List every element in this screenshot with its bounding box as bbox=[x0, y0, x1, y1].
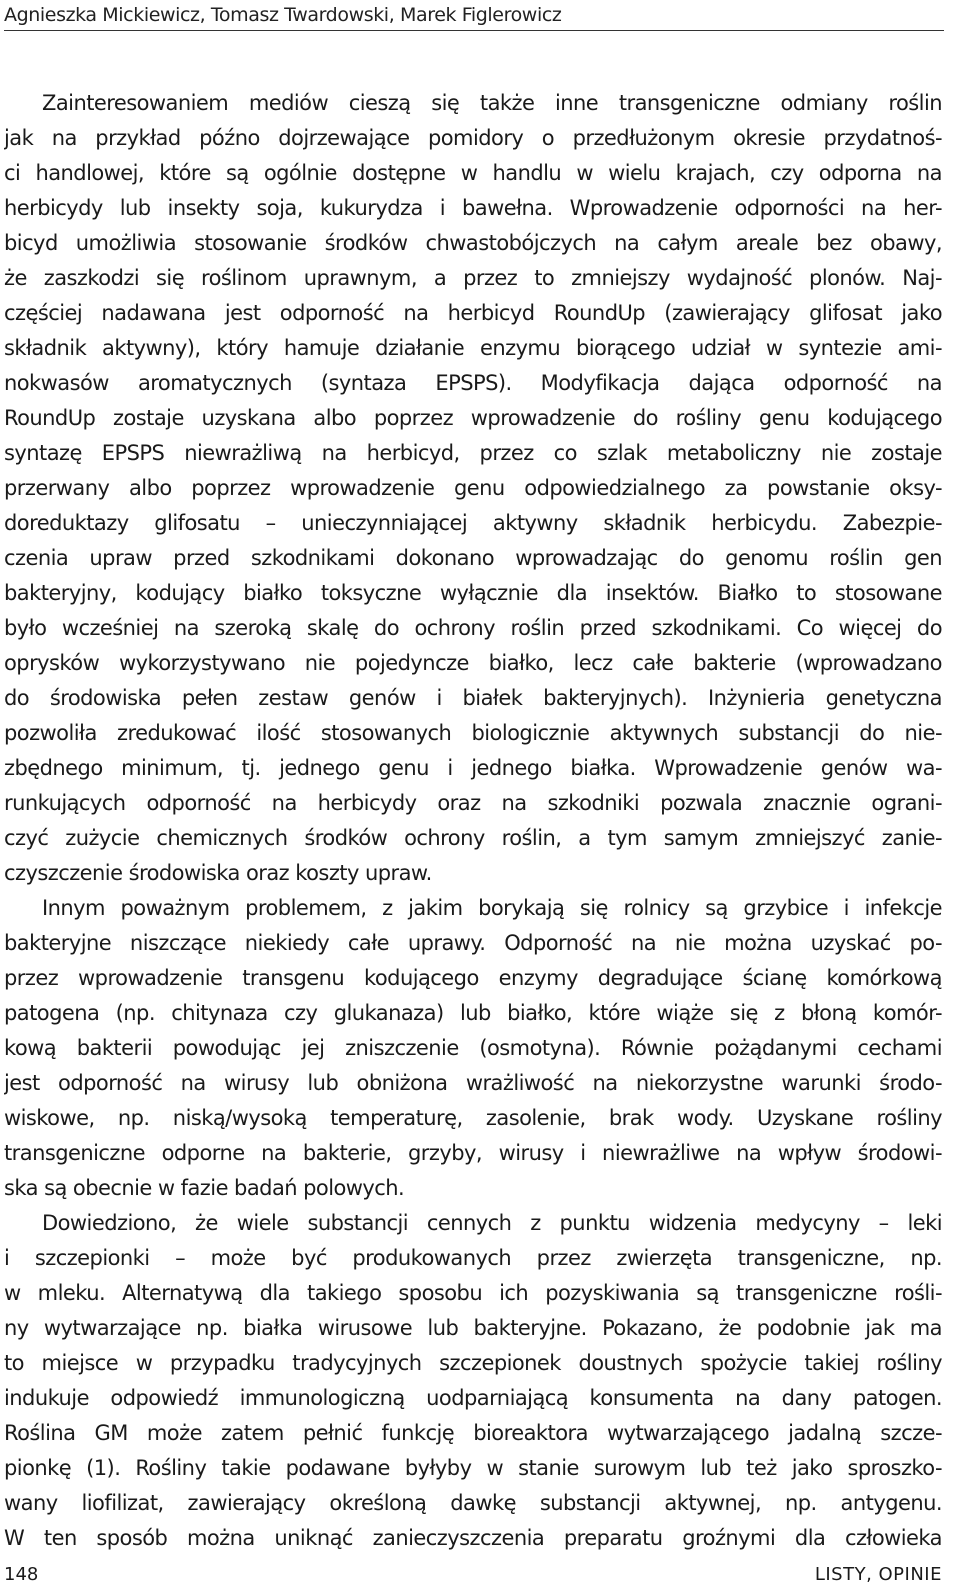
section-name: LISTY, OPINIE bbox=[814, 1564, 942, 1585]
text-line: ska są obecnie w fazie badań polowych. bbox=[4, 1176, 405, 1200]
text-line: RoundUp zostaje uzyskana albo poprzez wprowadzenie do rośliny genu kodującego bbox=[4, 406, 942, 430]
paragraph bbox=[4, 891, 942, 1206]
text-line: nokwasów aromatycznych (syntaza EPSPS). Modyfikacja dająca odporność na bbox=[4, 371, 942, 395]
paragraph bbox=[4, 86, 942, 891]
text-line: oprysków wykorzystywano nie pojedyncze białko, lecz całe bakterie (wprowadzano bbox=[4, 651, 942, 675]
text-line: jak na przykład późno dojrzewające pomidory o przedłużonym okresie przydatnoś- bbox=[4, 126, 942, 150]
text-line: Roślina GM może zatem pełnić funkcję bioreaktora wytwarzającego jadalną szcze- bbox=[4, 1421, 942, 1445]
text-line: runkujących odporność na herbicydy oraz na szkodniki pozwala znacznie ograni- bbox=[4, 791, 942, 815]
text-line: czyć zużycie chemicznych środków ochrony roślin, a tym samym zmniejszyć zanie- bbox=[4, 826, 942, 850]
text-line: Innym poważnym problemem, z jakim borykają się rolnicy są grzybice i infekcje bbox=[42, 896, 942, 920]
header-authors: Agnieszka Mickiewicz, Tomasz Twardowski, Marek Figlerowicz bbox=[4, 4, 562, 26]
text-line: czyszczenie środowiska oraz koszty upraw. bbox=[4, 861, 432, 885]
page-number: 148 bbox=[4, 1564, 39, 1585]
text-line: to miejsce w przypadku tradycyjnych szczepionek doustnych spożycie takiej rośliny bbox=[4, 1351, 942, 1375]
text-line: przerwany albo poprzez wprowadzenie genu odpowiedzialnego za powstanie oksy- bbox=[4, 476, 942, 500]
text-line: herbicydy lub insekty soja, kukurydza i bawełna. Wprowadzenie odporności na her- bbox=[4, 196, 942, 220]
article-body bbox=[4, 86, 942, 1556]
text-line: wiskowe, np. niską/wysoką temperaturę, zasolenie, brak wody. Uzyskane rośliny bbox=[4, 1106, 942, 1130]
text-line: patogena (np. chitynaza czy glukanaza) lub białko, które wiąże się z błoną komór- bbox=[4, 1001, 942, 1025]
text-line: częściej nadawana jest odporność na herbicyd RoundUp (zawierający glifosat jako bbox=[4, 301, 942, 325]
text-line: składnik aktywny), który hamuje działanie enzymu biorącego udział w syntezie ami- bbox=[4, 336, 942, 360]
text-line: pionkę (1). Rośliny takie podawane byłyby w stanie surowym lub też jako sproszko- bbox=[4, 1456, 942, 1480]
text-line: do środowiska pełen zestaw genów i białek bakteryjnych). Inżynieria genetyczna bbox=[4, 686, 942, 710]
text-line: transgeniczne odporne na bakterie, grzyby, wirusy i niewrażliwe na wpływ środowi- bbox=[4, 1141, 942, 1165]
text-line: ny wytwarzające np. białka wirusowe lub bakteryjne. Pokazano, że podobnie jak ma bbox=[4, 1316, 942, 1340]
text-line: w mleku. Alternatywą dla takiego sposobu ich pozyskiwania są transgeniczne rośli- bbox=[4, 1281, 942, 1305]
text-line: syntazę EPSPS niewrażliwą na herbicyd, przez co szlak metaboliczny nie zostaje bbox=[4, 441, 942, 465]
text-line: W ten sposób można uniknąć zanieczyszczenia preparatu groźnymi dla człowieka bbox=[4, 1526, 942, 1550]
text-line: i szczepionki – może być produkowanych przez zwierzęta transgeniczne, np. bbox=[4, 1246, 942, 1270]
text-line: ci handlowej, które są ogólnie dostępne w handlu w wielu krajach, czy odporna na bbox=[4, 161, 942, 185]
text-line: kową bakterii powodując jej zniszczenie (osmotyna). Równie pożądanymi cechami bbox=[4, 1036, 942, 1060]
text-line: że zaszkodzi się roślinom uprawnym, a przez to zmniejszy wydajność plonów. Naj- bbox=[4, 266, 942, 290]
text-line: wany liofilizat, zawierający określoną dawkę substancji aktywnej, np. antygenu. bbox=[4, 1491, 942, 1515]
text-line: bakteryjny, kodujący białko toksyczne wyłącznie dla insektów. Białko to stosowane bbox=[4, 581, 942, 605]
text-line: doreduktazy glifosatu – unieczynniającej aktywny składnik herbicydu. Zabezpie- bbox=[4, 511, 942, 535]
text-line: przez wprowadzenie transgenu kodującego enzymy degradujące ścianę komórkową bbox=[4, 966, 942, 990]
page-footer bbox=[4, 1562, 942, 1588]
text-line: Zainteresowaniem mediów cieszą się także inne transgeniczne odmiany roślin bbox=[42, 91, 942, 115]
text-line: indukuje odpowiedź immunologiczną uodparniającą konsumenta na dany patogen. bbox=[4, 1386, 942, 1410]
text-line: było wcześniej na szeroką skalę do ochrony roślin przed szkodnikami. Co więcej do bbox=[4, 616, 942, 640]
text-line: bakteryjne niszczące niekiedy całe uprawy. Odporność na nie można uzyskać po- bbox=[4, 931, 942, 955]
text-line: zbędnego minimum, tj. jednego genu i jednego białka. Wprowadzenie genów wa- bbox=[4, 756, 942, 780]
paragraph bbox=[4, 1206, 942, 1556]
text-line: Dowiedziono, że wiele substancji cennych z punktu widzenia medycyny – leki bbox=[42, 1211, 942, 1235]
text-line: jest odporność na wirusy lub obniżona wrażliwość na niekorzystne warunki środo- bbox=[4, 1071, 942, 1095]
header-rule bbox=[4, 30, 944, 31]
text-line: bicyd umożliwia stosowanie środków chwastobójczych na całym areale bez obawy, bbox=[4, 231, 942, 255]
running-header bbox=[4, 2, 940, 28]
text-line: pozwoliła zredukować ilość stosowanych biologicznie aktywnych substancji do nie- bbox=[4, 721, 942, 745]
text-line: czenia upraw przed szkodnikami dokonano wprowadzając do genomu roślin gen bbox=[4, 546, 942, 570]
